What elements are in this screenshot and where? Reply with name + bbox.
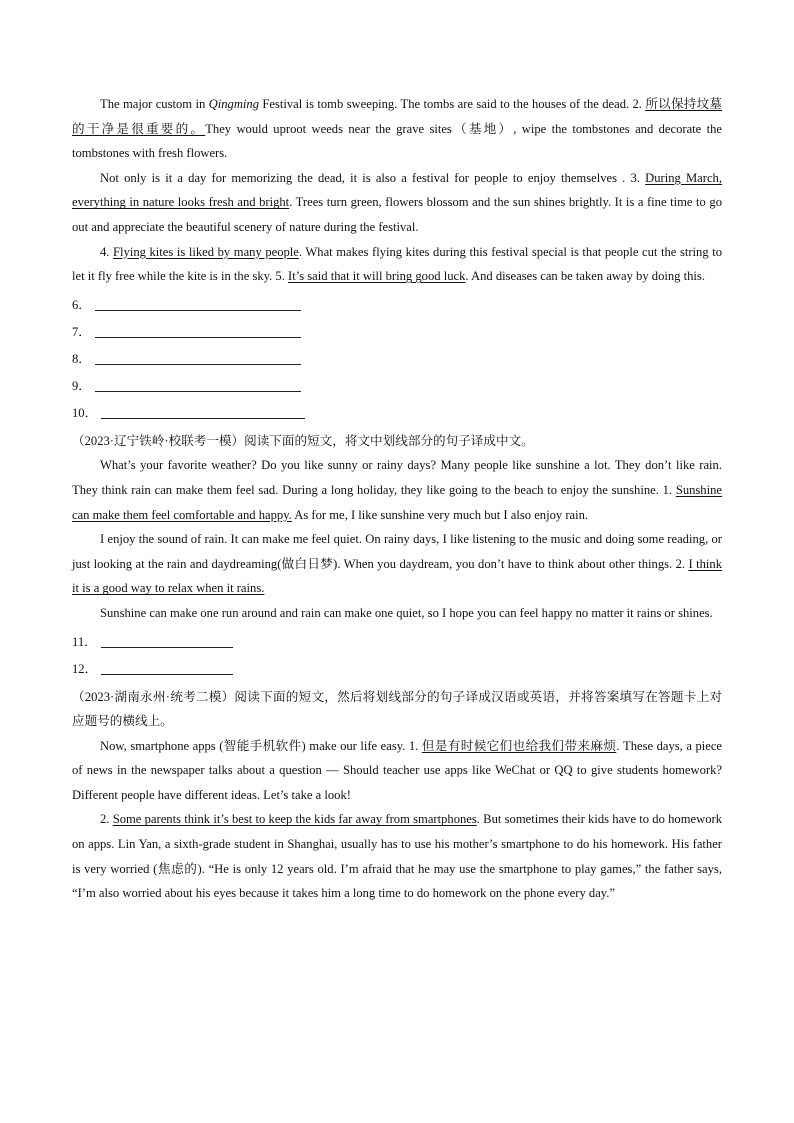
answer-blank[interactable] [101, 632, 233, 648]
text: Now, smartphone apps (智能手机软件) make our life easy. 1. [100, 738, 422, 753]
underlined-sentence-3: During March, everything in nature looks fresh and bright [72, 170, 722, 210]
text: . Trees turn green, flowers blossom and the sun shines brightly. It is a fine time to go out and appreciate the beautiful scenery of nature during the festival. [72, 195, 722, 234]
section-header-hunan: （2023·湖南永州·统考二模）阅读下面的短文，然后将划线部分的句子译成汉语或英语，并将答案填写在答题卡上对应题号的横线上。 [72, 689, 722, 729]
underlined-sentence-2: 所以保持坟墓的干净是很重要的。 [72, 97, 723, 136]
text: They would uproot weeds near the grave sites（基地）, wipe the tombstones and decorate the tombstones with fresh flowers. [72, 121, 722, 161]
text: . And diseases can be taken away by doing this. [465, 269, 705, 284]
text: . These days, a piece of news in the newspaper talks about a question — Should teacher use apps like WeChat or QQ to give students homework? Different people have different ideas. Let’s take a look! [72, 738, 723, 802]
text: . But sometimes their kids have to do homework on apps. Lin Yan, a sixth-grade student in Shanghai, usually has to use his mother’s smartphone to do his homework. His father is very worried (焦虑的). “He is only 12 years old. I’m afraid that he may use the smartphone to play games,” the father says, “I’m also worried about his eyes because it takes him a long time to do homework on the phone every day.” [72, 812, 723, 901]
answer-number: 9． [72, 378, 91, 393]
answer-number: 7． [72, 324, 91, 339]
text: As for me, I like sunshine very much but I also enjoy rain. [291, 507, 589, 522]
text: Not only is it a day for memorizing the dead, it is also a festival for people to enjoy themselves . 3. [100, 170, 646, 185]
paragraph-weather-1 [72, 453, 722, 527]
paragraph-qingming-3 [72, 240, 722, 289]
answer-line-7 [72, 319, 722, 346]
paragraph-qingming-2 [72, 166, 722, 240]
text: 2. [100, 812, 113, 827]
answer-line-9 [72, 373, 722, 400]
answer-number: 8． [72, 351, 91, 366]
answer-blank[interactable] [101, 403, 305, 419]
answer-blank[interactable] [95, 349, 301, 365]
italic-text: Qingming [208, 97, 259, 111]
answer-number: 12． [72, 661, 98, 676]
text: 4. [100, 244, 114, 259]
answer-blank[interactable] [95, 322, 301, 338]
section-header-liaoning: （2023·辽宁铁岭·校联考一模）阅读下面的短文，将文中划线部分的句子译成中文。 [72, 433, 534, 448]
text: The major custom in [100, 97, 209, 111]
underlined-sentence-2: Some parents think it’s best to keep the kids far away from smartphones [112, 812, 477, 827]
answer-blank[interactable] [95, 376, 301, 392]
text: What’s your favorite weather? Do you like sunny or rainy days? Many people like sunshine a lot. They don’t like rain. They think rain can make them feel sad. During a long holiday, they like going to the beach to enjoy the sunshine. 1. [72, 458, 722, 497]
answer-line-11 [72, 629, 722, 656]
answer-blank[interactable] [95, 295, 301, 311]
answer-blank[interactable] [101, 659, 233, 675]
answer-line-10 [72, 400, 722, 427]
answer-line-12 [72, 656, 722, 683]
underlined-sentence-5: It’s said that it will bring good luck [288, 269, 466, 284]
underlined-sentence-1: Sunshine can make them feel comfortable and happy. [72, 482, 722, 522]
answer-line-8 [72, 346, 722, 373]
paragraph-weather-3: Sunshine can make one run around and rain can make one quiet, so I hope you can feel happy no matter it rains or shines. [100, 605, 713, 620]
paragraph-apps-2 [72, 807, 722, 905]
paragraph-apps-1 [72, 734, 722, 808]
text: I enjoy the sound of rain. It can make me feel quiet. On rainy days, I like listening to the music and doing some reading, or just looking at the rain and daydreaming(做白日梦). When you daydream, you don’t have to think about other things. 2. [72, 532, 722, 571]
answer-number: 6． [72, 297, 91, 312]
paragraph-qingming-1 [72, 92, 722, 166]
underlined-sentence-2: I think it is a good way to relax when it rains. [72, 556, 722, 596]
underlined-sentence-4: Flying kites is liked by many people [113, 244, 299, 259]
text: . What makes flying kites during this festival special is that people cut the string to let it fly free while the kite is in the sky. 5. [72, 244, 723, 284]
answer-number: 11． [72, 634, 97, 649]
answer-number: 10． [72, 405, 98, 420]
answer-line-6 [72, 292, 722, 319]
underlined-sentence-1: 但是有时候它们也给我们带来麻烦 [421, 738, 617, 753]
paragraph-weather-2 [72, 527, 722, 601]
text: Festival is tomb sweeping. The tombs are said to the houses of the dead. 2. [259, 97, 646, 111]
document-page [72, 92, 722, 906]
